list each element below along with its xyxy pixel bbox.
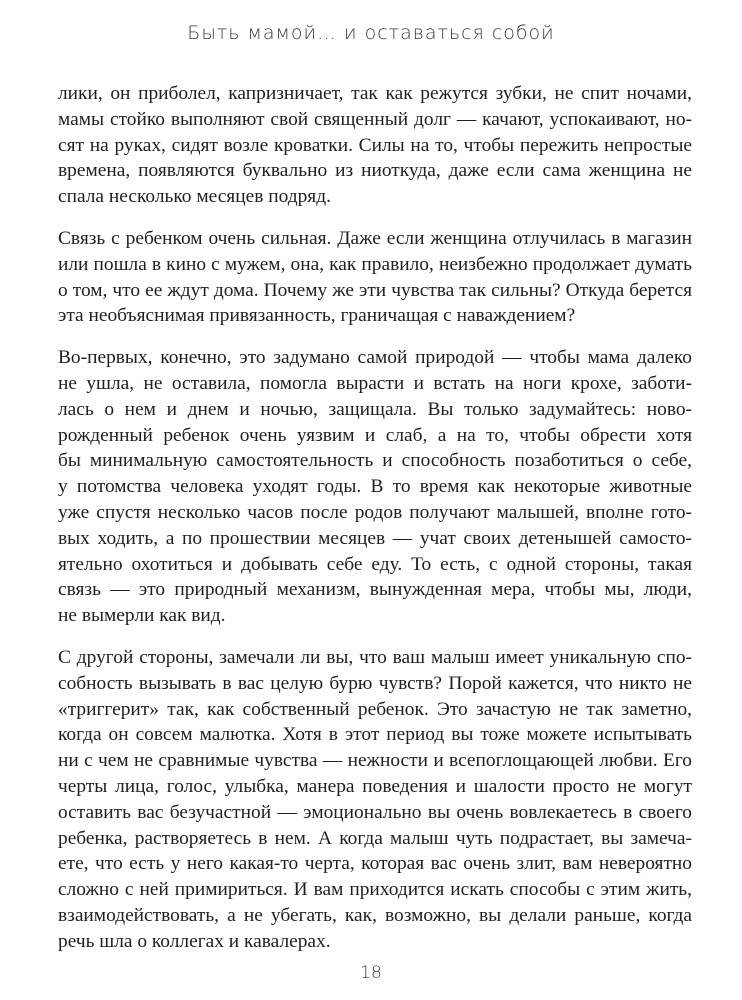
text-line: ете, что есть у него какая-то черта, которая вас очень злит, вам невероятно (58, 853, 692, 875)
text-line: не ушла, не оставила, помогла вырасти и встать на ноги крохе, заботи- (58, 372, 692, 394)
text-line: ребенка, растворяетесь в нем. А когда малыш чуть подрастает, вы замеча- (58, 827, 692, 849)
text-line: уже спустя несколько часов после родов получают малышей, вполне гото- (58, 501, 692, 523)
text-line: вых ходить, а по прошествии месяцев — учат своих детенышей самосто- (58, 527, 692, 549)
text-line: мамы стойко выполняют свой священный долг — качают, успокаивают, но- (58, 108, 692, 130)
text-line: оставить вас безучастной — эмоционально вы очень вовлекаетесь в своего (58, 801, 692, 823)
page-number: 18 (360, 963, 382, 983)
text-line: не вымерли как вид. (58, 605, 226, 627)
text-line: ни с чем не сравнимые чувства — нежности и всепоглощающей любви. Его (58, 750, 692, 772)
text-line: спала несколько месяцев подряд. (58, 186, 331, 208)
text-line: речь шла о коллегах и кавалерах. (58, 930, 331, 952)
text-line: Связь с ребенком очень сильная. Даже если женщина отлучилась в магазин (58, 227, 692, 249)
running-head: Быть мамой… и оставаться собой (187, 22, 555, 44)
text-line: сят на руках, сидят возле кроватки. Силы на то, чтобы пережить непростые (58, 134, 692, 156)
text-line: «триггерит» так, как собственный ребенок. Это зачастую не так заметно, (58, 698, 692, 720)
text-line: о том, что ее ждут дома. Почему же эти чувства так сильны? Откуда берется (58, 279, 692, 301)
text-line: времена, появляются буквально из ниоткуда, даже если сама женщина не (58, 160, 692, 182)
text-line: связь — это природный механизм, вынужденная мера, чтобы мы, люди, (58, 579, 692, 601)
text-line: или пошла в кино с мужем, она, как правило, неизбежно продолжает думать (58, 253, 692, 275)
text-line: когда он совсем малютка. Хотя в этот период вы тоже можете испытывать (58, 724, 692, 746)
text-line: у потомства человека уходят годы. В то время как некоторые животные (58, 476, 692, 498)
text-line: черты лица, голос, улыбка, манера поведения и шалости просто не могут (58, 775, 692, 797)
paragraph (58, 226, 692, 329)
text-line: лики, он приболел, капризничает, так как режутся зубки, не спит ночами, (58, 83, 692, 104)
paragraph (58, 645, 692, 955)
text-line: эта необъяснимая привязанность, граничащая с наваждением? (58, 305, 576, 327)
text-line: бы минимальную самостоятельность и способность позаботиться о себе, (58, 450, 692, 472)
text-line: рожденный ребенок очень уязвим и слаб, а на то, чтобы обрести хотя (58, 424, 692, 446)
text-line: лась о нем и днем и ночью, защищала. Вы только задумайтесь: ново- (58, 398, 692, 420)
text-line: взаимодействовать, а не убегать, как, возможно, вы делали раньше, когда (58, 904, 692, 926)
text-line: С другой стороны, замечали ли вы, что ваш малыш имеет уникальную спо- (58, 646, 692, 668)
text-line: Во-первых, конечно, это задумано самой природой — чтобы мама далеко (58, 347, 692, 369)
paragraph (58, 345, 692, 629)
body-text (58, 81, 692, 971)
text-line: ятельно охотиться и добывать себе еду. То есть, с одной стороны, такая (58, 553, 692, 575)
text-line: сложно с ней примириться. И вам приходится искать способы с этим жить, (58, 879, 692, 901)
paragraph (58, 81, 692, 210)
text-line: собность вызывать в вас целую бурю чувств? Порой кажется, что никто не (58, 672, 692, 694)
